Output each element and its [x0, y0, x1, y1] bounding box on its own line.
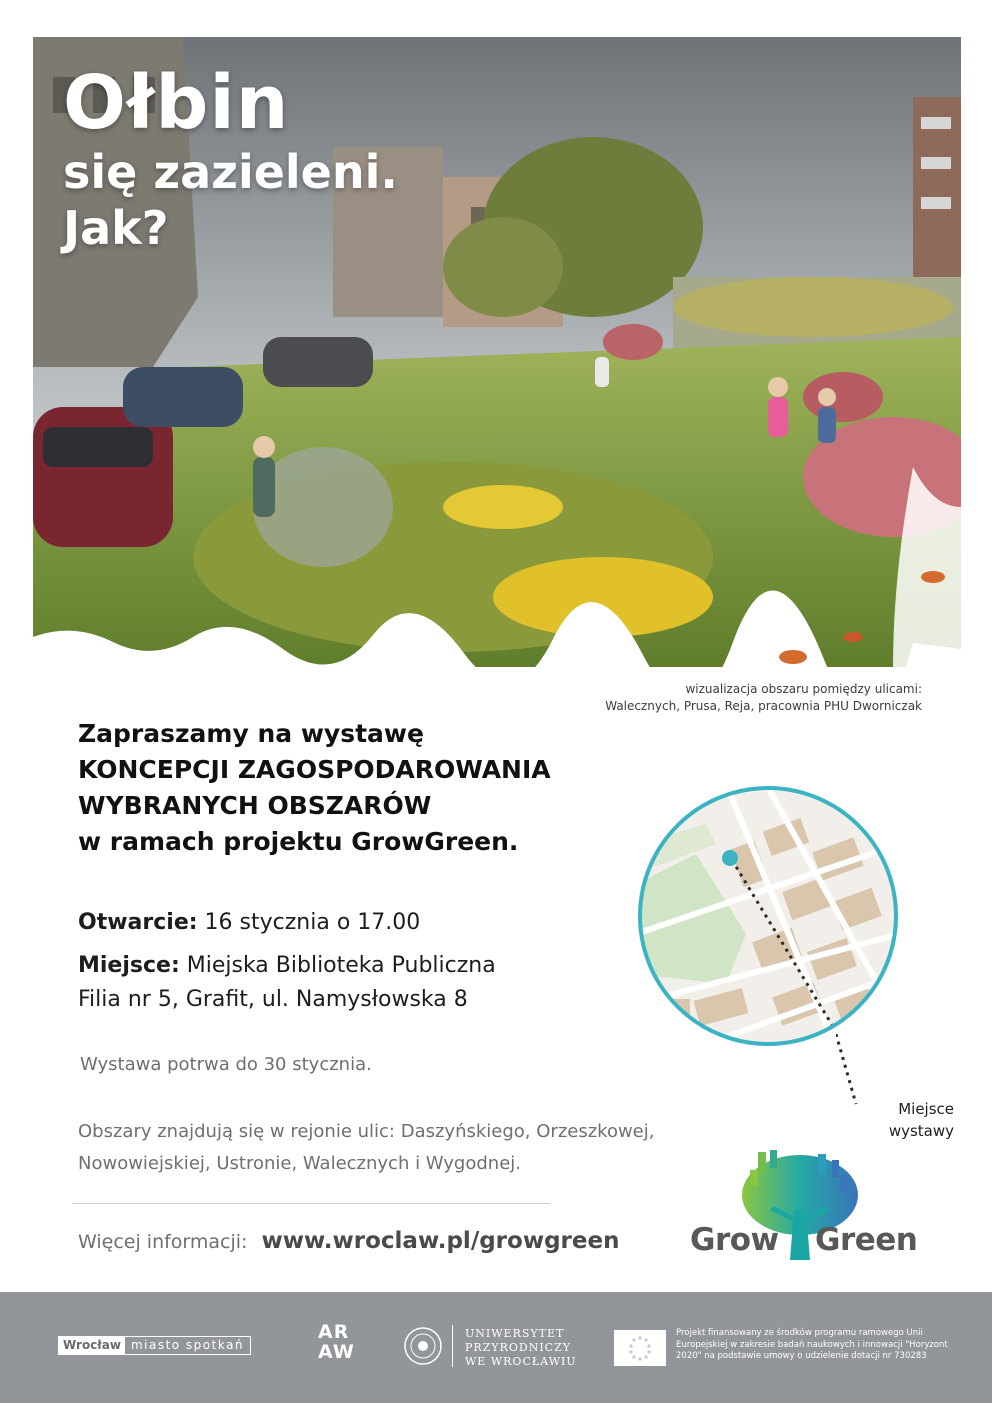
- location-map: [636, 784, 900, 1048]
- opening-label: Otwarcie:: [78, 910, 198, 935]
- place-row: [78, 949, 638, 983]
- hero-title-line1: Ołbin: [63, 60, 290, 146]
- uni-divider: [452, 1325, 453, 1367]
- wroclaw-logo: [58, 1336, 251, 1355]
- university-logo-text: [465, 1327, 577, 1369]
- place-label: Miejsce:: [78, 953, 180, 978]
- invitation-line1: Zapraszamy na wystawę: [78, 719, 424, 748]
- wroclaw-logo-city: Wrocław: [59, 1337, 125, 1354]
- invitation-line4: w ramach projektu GrowGreen.: [78, 827, 519, 856]
- more-info-link[interactable]: www.wroclaw.pl/growgreen: [261, 1228, 620, 1254]
- wroclaw-logo-slogan: miasto spotkań: [130, 1338, 245, 1352]
- place-value-line2: Filia nr 5, Grafit, ul. Namysłowska 8: [78, 987, 468, 1012]
- eu-funding-note: Projekt finansowany ze środków programu ramowego Unii Europejskiej w zakresie badań naukowych i innowacji "Horyzont 2020" na podstawie umowy o udzielenie dotacji nr 730283: [676, 1328, 948, 1361]
- more-info-label: Więcej informacji:: [78, 1231, 248, 1253]
- areas-description: [78, 1116, 698, 1180]
- invitation-line2: KONCEPCJI ZAGOSPODAROWANIA: [78, 755, 551, 784]
- eu-flag-icon: [614, 1330, 666, 1366]
- map-label-line1: Miejsce: [898, 1100, 954, 1118]
- logo-word-grow: Grow: [690, 1222, 779, 1258]
- divider: [72, 1203, 550, 1204]
- map-circle: [636, 784, 900, 1048]
- areas-line1: Obszary znajdują się w rejonie ulic: Daszyńskiego, Orzeszkowej,: [78, 1121, 655, 1142]
- araw-logo-line2: AW: [318, 1341, 355, 1363]
- university-seal-icon: [403, 1326, 443, 1366]
- caption-line2: Walecznych, Prusa, Reja, pracownia PHU Dworniczak: [605, 699, 922, 713]
- more-info: [78, 1228, 619, 1254]
- hero-title-line3: Jak?: [63, 201, 169, 255]
- caption-line1: wizualizacja obszaru pomiędzy ulicami:: [685, 682, 922, 696]
- location-pin-icon: [722, 850, 738, 866]
- exhibition-duration: Wystawa potrwa do 30 stycznia.: [80, 1054, 372, 1075]
- uni-line3: WE WROCŁAWIU: [465, 1355, 577, 1368]
- hero-title-line2: się zazieleni.: [63, 145, 398, 199]
- invitation-heading: [78, 716, 638, 860]
- image-caption: [605, 681, 922, 715]
- invitation-line3: WYBRANYCH OBSZARÓW: [78, 791, 432, 820]
- map-label-line2: wystawy: [888, 1122, 954, 1140]
- araw-logo-line1: AR: [318, 1321, 350, 1343]
- event-details: [78, 906, 638, 1017]
- uni-line2: PRZYRODNICZY: [465, 1341, 571, 1354]
- opening-value: 16 stycznia o 17.00: [204, 910, 421, 935]
- uni-line1: UNIWERSYTET: [465, 1327, 565, 1340]
- araw-logo: [318, 1322, 355, 1362]
- logo-word-green: Green: [815, 1222, 918, 1258]
- map-location-label: [854, 1098, 954, 1142]
- opening-row: [78, 906, 638, 940]
- areas-line2: Nowowiejskiej, Ustronie, Walecznych i Wygodnej.: [78, 1153, 521, 1174]
- place-value-line1: Miejska Biblioteka Publiczna: [186, 953, 496, 978]
- sponsor-footer: [0, 1292, 992, 1403]
- hero-title: [63, 62, 398, 256]
